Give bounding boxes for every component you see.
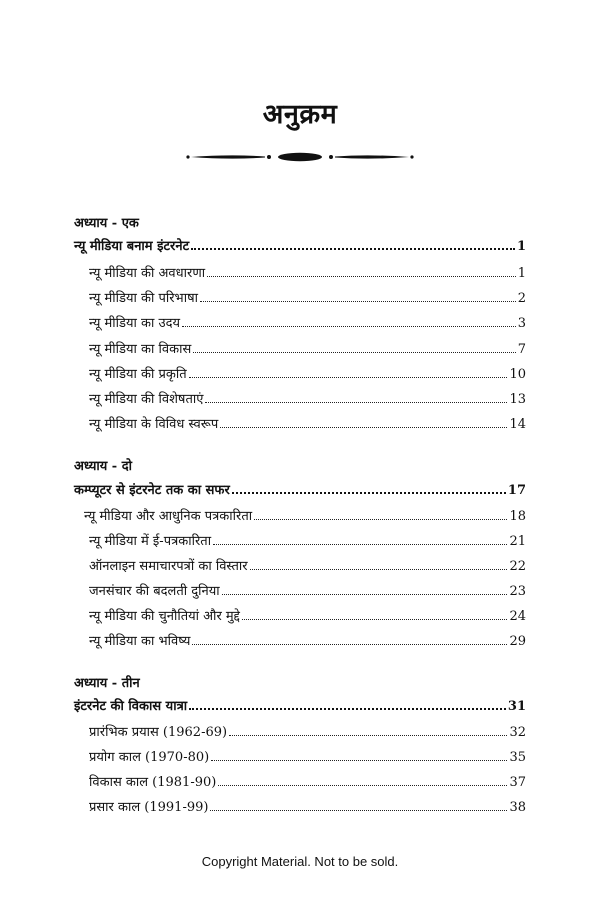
- page-title: अनुक्रम: [262, 99, 338, 130]
- toc-page-number: 1: [517, 266, 526, 281]
- dot-leader: [193, 342, 515, 353]
- toc-label: प्रसार काल (1991-99): [89, 800, 209, 815]
- toc-entry[interactable]: [89, 775, 526, 791]
- dot-leader: [218, 775, 507, 786]
- dot-leader: [213, 534, 507, 545]
- toc-entry[interactable]: [89, 584, 526, 600]
- toc-page-number: 29: [509, 634, 526, 649]
- toc-page-number: 31: [507, 699, 526, 714]
- toc-chapter-entry[interactable]: [74, 698, 526, 715]
- toc-entry[interactable]: [89, 417, 526, 433]
- toc-chapter-entry[interactable]: [74, 238, 526, 255]
- toc-entry[interactable]: [89, 559, 526, 575]
- toc-page-number: 21: [509, 534, 526, 549]
- dot-leader: [192, 634, 507, 645]
- ornament-divider-icon: [185, 146, 415, 168]
- toc-page-number: 23: [509, 584, 526, 599]
- toc-label: न्यू मीडिया की परिभाषा: [89, 291, 198, 306]
- toc-page-number: 2: [517, 291, 526, 306]
- toc-page-number: 18: [509, 509, 526, 524]
- toc-entry[interactable]: [89, 291, 526, 307]
- toc-page-number: 7: [517, 342, 526, 357]
- dot-leader: [189, 367, 508, 378]
- toc-label: न्यू मीडिया की चुनौतियां और मुद्दे: [89, 609, 240, 624]
- toc-label: इंटरनेट की विकास यात्रा: [74, 699, 188, 714]
- toc-entry[interactable]: [89, 750, 526, 766]
- toc-label: न्यू मीडिया बनाम इंटरनेट: [74, 239, 190, 254]
- dot-leader: [182, 316, 516, 327]
- toc-label: प्रारंभिक प्रयास (1962-69): [89, 725, 228, 740]
- toc-label: जनसंचार की बदलती दुनिया: [89, 584, 220, 599]
- toc-page-number: 38: [509, 800, 526, 815]
- dot-leader: [242, 609, 507, 620]
- toc-page-number: 13: [509, 392, 526, 407]
- toc-label: कम्प्यूटर से इंटरनेट तक का सफर: [74, 483, 230, 498]
- toc-entry[interactable]: [89, 800, 526, 816]
- toc-label: न्यू मीडिया और आधुनिक पत्रकारिता: [84, 509, 253, 524]
- dot-leader: [191, 238, 515, 250]
- toc-page-number: 35: [509, 750, 526, 765]
- dot-leader: [210, 800, 507, 811]
- toc-page-number: 1: [516, 239, 526, 254]
- toc-page-number: 17: [507, 483, 526, 498]
- toc-entry[interactable]: [89, 609, 526, 625]
- chapter-heading-3: अध्याय - तीन: [74, 676, 140, 691]
- copyright-footer: Copyright Material. Not to be sold.: [201, 854, 399, 869]
- toc-entry[interactable]: [89, 367, 526, 383]
- toc-page-number: 14: [509, 417, 526, 432]
- dot-leader: [200, 291, 516, 302]
- toc-label: न्यू मीडिया का भविष्य: [89, 634, 191, 649]
- dot-leader: [250, 559, 508, 570]
- dot-leader: [254, 509, 507, 520]
- toc-page-number: 24: [509, 609, 526, 624]
- toc-label: न्यू मीडिया की विशेषताएं: [89, 392, 204, 407]
- dot-leader: [205, 392, 507, 403]
- toc-label: विकास काल (1981-90): [89, 775, 217, 790]
- toc-page-number: 10: [509, 367, 526, 382]
- toc-page-number: 32: [509, 725, 526, 740]
- toc-label: न्यू मीडिया की अवधारणा: [89, 266, 206, 281]
- toc-label: ऑनलाइन समाचारपत्रों का विस्तार: [89, 559, 248, 574]
- toc-entry[interactable]: [89, 392, 526, 408]
- dot-leader: [220, 417, 507, 428]
- dot-leader: [232, 482, 506, 494]
- toc-entry[interactable]: [84, 509, 526, 525]
- toc-label: प्रयोग काल (1970-80): [89, 750, 210, 765]
- chapter-heading-1: अध्याय - एक: [74, 216, 139, 231]
- chapter-heading-2: अध्याय - दो: [74, 459, 132, 474]
- toc-entry[interactable]: [89, 316, 526, 332]
- toc-entry[interactable]: [89, 634, 526, 650]
- dot-leader: [211, 750, 507, 761]
- toc-label: न्यू मीडिया की प्रकृति: [89, 367, 187, 382]
- toc-page-number: 22: [509, 559, 526, 574]
- toc-label: न्यू मीडिया का विकास: [89, 342, 192, 357]
- dot-leader: [207, 266, 516, 277]
- toc-page-number: 3: [517, 316, 526, 331]
- toc-entry[interactable]: [89, 725, 526, 741]
- toc-label: न्यू मीडिया के विविध स्वरूप: [89, 417, 219, 432]
- dot-leader: [189, 698, 506, 710]
- toc-entry[interactable]: [89, 534, 526, 550]
- toc-chapter-entry[interactable]: [74, 482, 526, 499]
- toc-label: न्यू मीडिया का उदय: [89, 316, 181, 331]
- dot-leader: [222, 584, 508, 595]
- toc-entry[interactable]: [89, 266, 526, 282]
- toc-label: न्यू मीडिया में ई-पत्रकारिता: [89, 534, 212, 549]
- toc-page-number: 37: [509, 775, 526, 790]
- dot-leader: [229, 725, 507, 736]
- toc-entry[interactable]: [89, 342, 526, 358]
